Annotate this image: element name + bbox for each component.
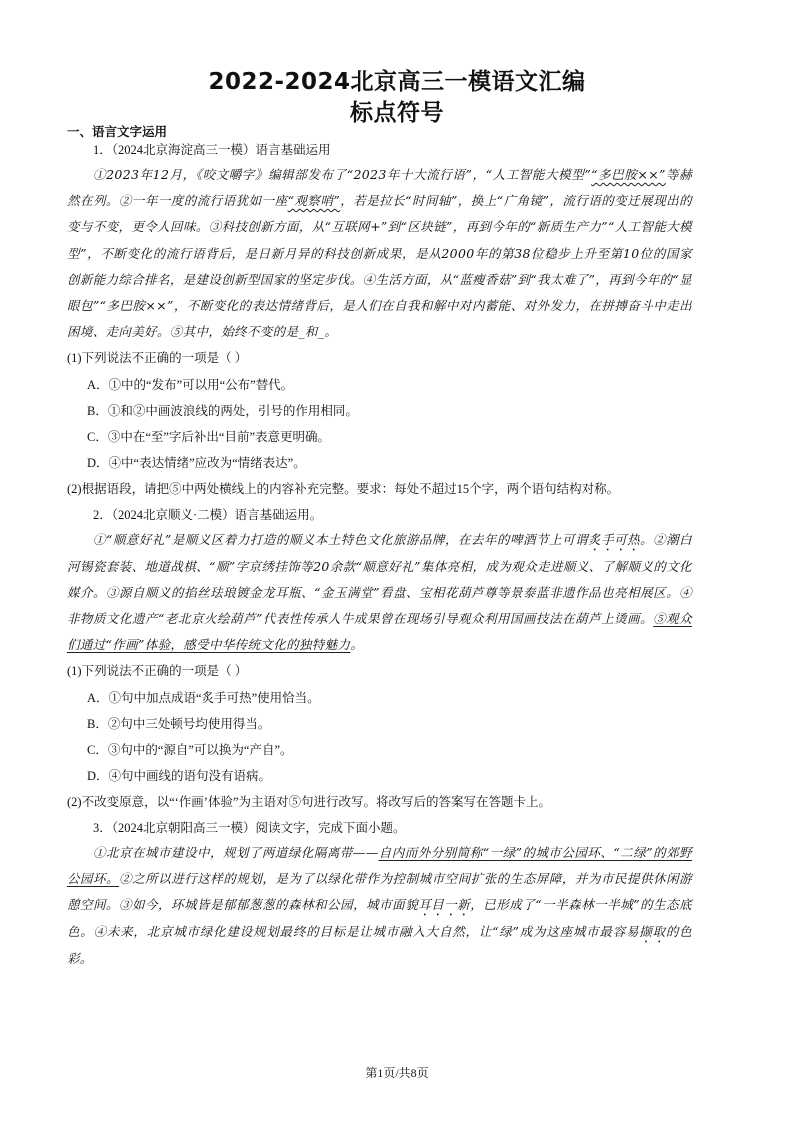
passage-text: ，若是拉长“时间轴”，换上“广角镜”，流行语的变迁展现出的变与不变，更令人回味。③科技创新方面，从“互联网+”到“区块链”，再到今年的“新质生产力”“人工智能大模型”，不断变化的流行语背后，是日新月异的科技创新成果，是从2000年的第38位稳步上升至第10位的国家创新能力综合排名，是建设创新型国家的坚定步伐。④生活方面，从“蓝瘦香菇”到“我太难了”，再到今年的“显眼包”“多巴胺××”，不断变化的表达情绪背后，是人们在自我和解中对内蓄能、对外发力，在拼搏奋斗中走出困境、走向美好。⑤其中，始终不变的是_和_。 [67, 193, 693, 340]
passage-text: ①2023年12月，《咬文嚼字》编辑部发布了“2023年十大流行语”，“人工智能大模型” [93, 167, 592, 182]
question-1-sub2: (2)根据语段，请把⑤中两处横线上的内容补充完整。要求：每处不超过15个字，两个语句结构对称。 [67, 482, 620, 497]
question-2-sub1: (1)下列说法不正确的一项是（ ） [67, 664, 248, 679]
wavy-underlined-text: “多巴胺××” [591, 167, 666, 182]
dotted-emphasis-text: 撷取 [639, 924, 666, 940]
option-b: B．①和②中画波浪线的两处，引号的作用相同。 [87, 403, 358, 418]
underlined-sentence: ⑤观众们通过“作画”体验，感受中华传统文化的独特魅力 [67, 611, 692, 653]
passage-text: 。②潮白河锡瓷套装、地道战棋、“顺”字京绣挂饰等20余款“顺意好礼”集体亮相，成为观众走进顺义、了解顺义的文化媒介。③源自顺义的掐丝珐琅镀金龙耳瓶、“金玉满堂”看盘、宝相花葫芦尊等景泰蓝非遗作品也亮相展区。④非物质文化遗产“老北京火绘葫芦”代表性传承人牛成果曾在现场引导观众利用国画技法在葫芦上烫画。 [67, 531, 692, 627]
wavy-underlined-text: “观察哨” [287, 193, 341, 209]
dotted-emphasis-text: 炙手可热 [588, 531, 641, 547]
option-d: D．④中“表达情绪”应改为“情绪表达”。 [87, 456, 306, 471]
question-1-heading: 1．（2024北京海淀高三一模）语言基础运用 [93, 143, 331, 157]
question-3-passage [67, 840, 692, 973]
passage-text: ，已形成了“一半森林一半城”的生态底色。④未来，北京城市绿化建设规划最终的目标是让城市融入大自然，让“绿”成为这座城市最容易 [67, 897, 692, 940]
content-body [67, 138, 692, 972]
passage-text: ②之所以进行这样的规划，是为了以绿化带作为控制城市空间扩张的生态屏障，并为市民提供休闲游憩空间。③如今，环城皆是郁郁葱葱的森林和公园，城市面貌 [67, 870, 693, 913]
question-1-sub1: (1)下列说法不正确的一项是（ ） [67, 351, 248, 366]
passage-text: 等赫然在列。②一年一度的流行语犹如一座 [67, 167, 693, 209]
document-subtitle: 标点符号 [350, 100, 444, 126]
document-title: 2022-2024北京高三一模语文汇编 [208, 69, 586, 95]
passage-text: ①北京在城市建设中，规划了两道绿化隔离带—— [93, 844, 379, 860]
page-number: 第1页/共8页 [365, 1066, 429, 1080]
passage-text: 的色彩。 [67, 924, 693, 967]
option-b: B．②句中三处顿号均使用得当。 [87, 716, 271, 731]
option-d: D．④句中画线的语句没有语病。 [87, 769, 272, 784]
question-1-passage [67, 162, 692, 345]
option-a: A．①句中加点成语“炙手可热”使用恰当。 [87, 690, 320, 705]
passage-text: 。 [350, 637, 364, 653]
option-a: A．①中的“发布”可以用“公布”替代。 [87, 377, 294, 392]
section-heading: 一、语言文字运用 [67, 124, 168, 139]
passage-text: ①“顺意好礼”是顺义区着力打造的顺义本土特色文化旅游品牌，在去年的啤酒节上可谓 [93, 531, 589, 547]
underlined-sentence: 自内而外分别简称“一绿”的城市公园环、“二绿”的郊野公园环。 [67, 844, 693, 886]
question-2-heading: 2．（2024北京顺义·二模）语言基础运用。 [93, 507, 323, 522]
question-3-heading: 3．（2024北京朝阳高三一模）阅读文字，完成下面小题。 [93, 820, 406, 835]
question-2-passage [67, 527, 692, 659]
dotted-emphasis-text: 耳目一新 [418, 897, 471, 913]
option-c: C．③句中的“源自”可以换为“产自”。 [87, 743, 293, 758]
option-c: C．③中在“至”字后补出“目前”表意更明确。 [87, 430, 331, 445]
question-2-sub2: (2)不改变原意，以“‘作画’体验”为主语对⑤句进行改写。将改写后的答案写在答题卡上。 [67, 795, 551, 810]
